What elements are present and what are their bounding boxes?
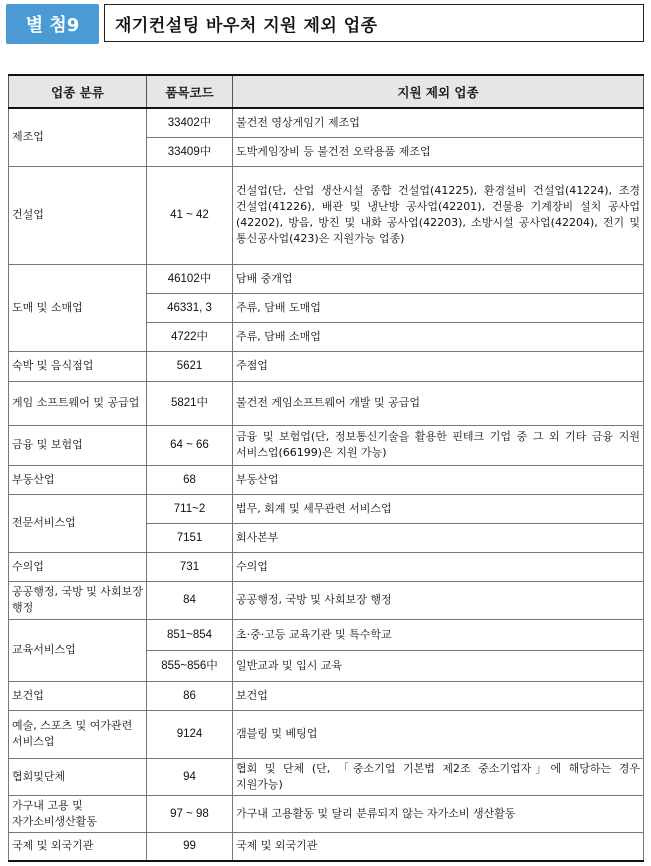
table-row xyxy=(9,710,644,758)
excluded-industry: 보건업 xyxy=(233,681,644,710)
table-row xyxy=(9,832,644,861)
excluded-industry: 갬블링 및 베팅업 xyxy=(233,710,644,758)
header xyxy=(6,4,648,44)
industry-category: 부동산업 xyxy=(9,465,147,494)
column-header-category: 업종 분류 xyxy=(9,75,147,108)
excluded-industry: 주류, 담배 소매업 xyxy=(233,322,644,351)
excluded-industry: 부동산업 xyxy=(233,465,644,494)
table-row xyxy=(9,108,644,137)
item-code: 99 xyxy=(147,832,233,861)
industry-category: 게임 소프트웨어 및 공급업 xyxy=(9,381,147,425)
table-row xyxy=(9,795,644,832)
excluded-industry: 금융 및 보험업(단, 정보통신기술을 활용한 핀테크 기업 중 그 외 기타 금융 지원 서비스업(66199)은 지원 가능) xyxy=(233,425,644,465)
item-code: 64 ~ 66 xyxy=(147,425,233,465)
column-header-code: 품목코드 xyxy=(147,75,233,108)
table-row xyxy=(9,581,644,619)
industry-category: 숙박 및 음식점업 xyxy=(9,351,147,381)
table-row xyxy=(9,264,644,293)
industry-category: 금융 및 보험업 xyxy=(9,425,147,465)
table-row xyxy=(9,465,644,494)
item-code: 5621 xyxy=(147,351,233,381)
excluded-industry: 수의업 xyxy=(233,552,644,581)
industry-category: 제조업 xyxy=(9,108,147,166)
table-row xyxy=(9,381,644,425)
item-code: 5821中 xyxy=(147,381,233,425)
industry-category: 예술, 스포츠 및 여가관련 서비스업 xyxy=(9,710,147,758)
table-row xyxy=(9,166,644,264)
appendix-badge: 별 첨9 xyxy=(6,4,99,44)
item-code: 68 xyxy=(147,465,233,494)
excluded-industry: 주류, 담배 도매업 xyxy=(233,293,644,322)
excluded-industry: 담배 중개업 xyxy=(233,264,644,293)
excluded-industry: 불건전 영상게임기 제조업 xyxy=(233,108,644,137)
excluded-industries-table xyxy=(8,74,644,862)
item-code: 4722中 xyxy=(147,322,233,351)
item-code: 97 ~ 98 xyxy=(147,795,233,832)
excluded-industry: 초·중·고등 교육기관 및 특수학교 xyxy=(233,619,644,650)
industry-category: 가구내 고용 및 자가소비생산활동 xyxy=(9,795,147,832)
column-header-excluded: 지원 제외 업종 xyxy=(233,75,644,108)
item-code: 41 ~ 42 xyxy=(147,166,233,264)
table-row xyxy=(9,552,644,581)
industry-category: 국제 및 외국기관 xyxy=(9,832,147,861)
excluded-industry: 일반교과 및 입시 교육 xyxy=(233,650,644,681)
table-row xyxy=(9,758,644,795)
excluded-industry: 가구내 고용활동 및 달리 분류되지 않는 자가소비 생산활동 xyxy=(233,795,644,832)
excluded-industry: 불건전 게임소프트웨어 개발 및 공급업 xyxy=(233,381,644,425)
item-code: 33402中 xyxy=(147,108,233,137)
table-row xyxy=(9,619,644,650)
excluded-industry: 공공행정, 국방 및 사회보장 행정 xyxy=(233,581,644,619)
excluded-industry: 회사본부 xyxy=(233,523,644,552)
item-code: 9124 xyxy=(147,710,233,758)
excluded-industry: 국제 및 외국기관 xyxy=(233,832,644,861)
excluded-industry: 주점업 xyxy=(233,351,644,381)
excluded-industry: 협회 및 단체 (단, 「중소기업 기본법 제2조 중소기업자」에 해당하는 경우 지원가능) xyxy=(233,758,644,795)
industry-category: 수의업 xyxy=(9,552,147,581)
item-code: 711~2 xyxy=(147,494,233,523)
item-code: 851~854 xyxy=(147,619,233,650)
excluded-industry: 도박게임장비 등 불건전 오락용품 제조업 xyxy=(233,137,644,166)
excluded-industry: 법무, 회계 및 세무관련 서비스업 xyxy=(233,494,644,523)
table-row xyxy=(9,351,644,381)
item-code: 855~856中 xyxy=(147,650,233,681)
table-body xyxy=(9,108,644,861)
industry-category: 건설업 xyxy=(9,166,147,264)
industry-category: 도매 및 소매업 xyxy=(9,264,147,351)
table-row xyxy=(9,494,644,523)
item-code: 7151 xyxy=(147,523,233,552)
item-code: 86 xyxy=(147,681,233,710)
table-row xyxy=(9,425,644,465)
excluded-industry: 건설업(단, 산업 생산시설 종합 건설업(41225), 환경설비 건설업(41224), 조경 건설업(41226), 배관 및 냉난방 공사업(42201), 건물용 기계장비 설치 공사업(42202), 방음, 방진 및 내화 공사업(42203), 소방시설 공사업(42204), 전기 및 통신공사업(423)은 지원가능 업종) xyxy=(233,166,644,264)
industry-category: 전문서비스업 xyxy=(9,494,147,552)
item-code: 731 xyxy=(147,552,233,581)
item-code: 33409中 xyxy=(147,137,233,166)
industry-category: 협회및단체 xyxy=(9,758,147,795)
table-header-row xyxy=(9,75,644,108)
table-row xyxy=(9,681,644,710)
item-code: 84 xyxy=(147,581,233,619)
item-code: 46102中 xyxy=(147,264,233,293)
item-code: 46331, 3 xyxy=(147,293,233,322)
industry-category: 교육서비스업 xyxy=(9,619,147,681)
item-code: 94 xyxy=(147,758,233,795)
industry-category: 공공행정, 국방 및 사회보장 행정 xyxy=(9,581,147,619)
industry-category: 보건업 xyxy=(9,681,147,710)
page-title: 재기컨설팅 바우처 지원 제외 업종 xyxy=(104,4,644,42)
